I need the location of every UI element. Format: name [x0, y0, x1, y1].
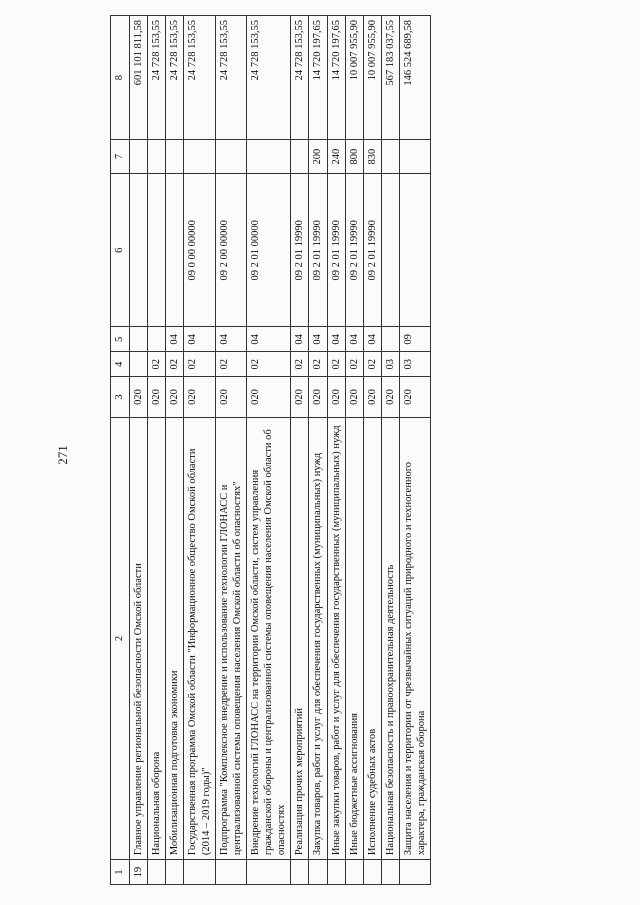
- table-row: [363, 16, 381, 885]
- section-code-cell: 02: [363, 352, 381, 377]
- amount-cell: 14 720 197,65: [309, 16, 327, 140]
- agency-code-cell: 020: [246, 377, 290, 418]
- header-col-4: 4: [111, 352, 130, 377]
- expense-type-cell: [400, 140, 431, 174]
- row-name-cell: Главное управление региональной безопасности Омской области: [130, 417, 148, 859]
- section-code-cell: 03: [381, 352, 399, 377]
- row-name-cell: Подпрограмма "Комплексное внедрение и использование технологии ГЛОНАСС и централизованной системы оповещения населения Омской области об опасностях": [215, 417, 246, 859]
- expense-type-cell: [215, 140, 246, 174]
- row-name-cell: Исполнение судебных актов: [363, 417, 381, 859]
- section-code-cell: 02: [327, 352, 345, 377]
- amount-cell: 24 728 153,55: [246, 16, 290, 140]
- subsection-code-cell: 04: [184, 327, 215, 352]
- agency-code-cell: 020: [309, 377, 327, 418]
- amount-cell: 24 728 153,55: [148, 16, 166, 140]
- header-col-7: 7: [111, 140, 130, 174]
- row-name-cell: Иные закупки товаров, работ и услуг для обеспечения государственных (муниципальных) нужд: [327, 417, 345, 859]
- subsection-code-cell: 04: [345, 327, 363, 352]
- target-article-cell: 09 2 00 00000: [215, 174, 246, 327]
- agency-code-cell: 020: [345, 377, 363, 418]
- section-code-cell: 02: [345, 352, 363, 377]
- row-name-cell: Государственная программа Омской области "Информационное общество Омской области (2014 – 2019 годы)": [184, 417, 215, 859]
- header-row: [111, 16, 130, 885]
- header-col-8: 8: [111, 16, 130, 140]
- row-number-cell: [148, 860, 166, 885]
- row-number-cell: [381, 860, 399, 885]
- row-number-cell: [184, 860, 215, 885]
- section-code-cell: 02: [309, 352, 327, 377]
- section-code-cell: 02: [215, 352, 246, 377]
- subsection-code-cell: [130, 327, 148, 352]
- subsection-code-cell: 04: [309, 327, 327, 352]
- target-article-cell: 09 2 01 19990: [291, 174, 309, 327]
- expense-type-cell: [148, 140, 166, 174]
- subsection-code-cell: 04: [166, 327, 184, 352]
- target-article-cell: [148, 174, 166, 327]
- agency-code-cell: 020: [215, 377, 246, 418]
- amount-cell: 601 101 811,58: [130, 16, 148, 140]
- agency-code-cell: 020: [381, 377, 399, 418]
- section-code-cell: [130, 352, 148, 377]
- agency-code-cell: 020: [184, 377, 215, 418]
- table-row: [130, 16, 148, 885]
- subsection-code-cell: 09: [400, 327, 431, 352]
- expense-type-cell: [246, 140, 290, 174]
- expense-type-cell: [291, 140, 309, 174]
- table-row: [400, 16, 431, 885]
- section-code-cell: 02: [166, 352, 184, 377]
- table-row: [215, 16, 246, 885]
- agency-code-cell: 020: [148, 377, 166, 418]
- subsection-code-cell: 04: [327, 327, 345, 352]
- expense-type-cell: 240: [327, 140, 345, 174]
- target-article-cell: 09 2 01 19990: [363, 174, 381, 327]
- amount-cell: 24 728 153,55: [291, 16, 309, 140]
- header-col-3: 3: [111, 377, 130, 418]
- expense-type-cell: [381, 140, 399, 174]
- section-code-cell: 02: [291, 352, 309, 377]
- table-row: [148, 16, 166, 885]
- table-row: [246, 16, 290, 885]
- amount-cell: 10 007 955,90: [345, 16, 363, 140]
- target-article-cell: [381, 174, 399, 327]
- row-number-cell: [215, 860, 246, 885]
- target-article-cell: 09 2 01 19990: [345, 174, 363, 327]
- row-name-cell: Национальная безопасность и правоохранительная деятельность: [381, 417, 399, 859]
- subsection-code-cell: 04: [246, 327, 290, 352]
- table-row: [184, 16, 215, 885]
- row-name-cell: Иные бюджетные ассигнования: [345, 417, 363, 859]
- row-number-cell: [246, 860, 290, 885]
- header-col-5: 5: [111, 327, 130, 352]
- agency-code-cell: 020: [363, 377, 381, 418]
- agency-code-cell: 020: [327, 377, 345, 418]
- agency-code-cell: 020: [130, 377, 148, 418]
- table-row: [381, 16, 399, 885]
- table-row: [345, 16, 363, 885]
- page-number: 271: [55, 445, 70, 465]
- row-name-cell: Защита населения и территории от чрезвычайных ситуаций природного и техногенного характера, гражданская оборона: [400, 417, 431, 859]
- subsection-code-cell: 04: [291, 327, 309, 352]
- expense-type-cell: 800: [345, 140, 363, 174]
- row-name-cell: Реализация прочих мероприятий: [291, 417, 309, 859]
- row-number-cell: [345, 860, 363, 885]
- section-code-cell: 02: [246, 352, 290, 377]
- header-col-1: 1: [111, 860, 130, 885]
- amount-cell: 24 728 153,55: [166, 16, 184, 140]
- amount-cell: 10 007 955,90: [363, 16, 381, 140]
- section-code-cell: 03: [400, 352, 431, 377]
- row-number-cell: [327, 860, 345, 885]
- amount-cell: 24 728 153,55: [184, 16, 215, 140]
- expense-type-cell: [184, 140, 215, 174]
- agency-code-cell: 020: [400, 377, 431, 418]
- header-col-2: 2: [111, 417, 130, 859]
- row-number-cell: [400, 860, 431, 885]
- agency-code-cell: 020: [166, 377, 184, 418]
- row-name-cell: Национальная оборона: [148, 417, 166, 859]
- target-article-cell: 09 2 01 19990: [309, 174, 327, 327]
- section-code-cell: 02: [184, 352, 215, 377]
- budget-table: [110, 15, 431, 885]
- expense-type-cell: 830: [363, 140, 381, 174]
- row-number-cell: 19: [130, 860, 148, 885]
- amount-cell: 567 183 037,55: [381, 16, 399, 140]
- table-row: [309, 16, 327, 885]
- amount-cell: 146 524 689,58: [400, 16, 431, 140]
- table-row: [327, 16, 345, 885]
- table-row: [166, 16, 184, 885]
- subsection-code-cell: [148, 327, 166, 352]
- row-name-cell: Мобилизационная подготовка экономики: [166, 417, 184, 859]
- subsection-code-cell: 04: [363, 327, 381, 352]
- row-number-cell: [363, 860, 381, 885]
- table-body: [130, 16, 431, 885]
- row-number-cell: [309, 860, 327, 885]
- subsection-code-cell: 04: [215, 327, 246, 352]
- expense-type-cell: 200: [309, 140, 327, 174]
- amount-cell: 24 728 153,55: [215, 16, 246, 140]
- target-article-cell: [130, 174, 148, 327]
- subsection-code-cell: [381, 327, 399, 352]
- amount-cell: 14 720 197,65: [327, 16, 345, 140]
- target-article-cell: [166, 174, 184, 327]
- target-article-cell: [400, 174, 431, 327]
- row-name-cell: Внедрение технологий ГЛОНАСС на территории Омской области, систем управления гражданской обороны и централизованной системы оповещения населения Омской области об опасностях: [246, 417, 290, 859]
- row-number-cell: [166, 860, 184, 885]
- row-number-cell: [291, 860, 309, 885]
- section-code-cell: 02: [148, 352, 166, 377]
- target-article-cell: 09 0 00 00000: [184, 174, 215, 327]
- row-name-cell: Закупка товаров, работ и услуг для обеспечения государственных (муниципальных) нужд: [309, 417, 327, 859]
- target-article-cell: 09 2 01 00000: [246, 174, 290, 327]
- agency-code-cell: 020: [291, 377, 309, 418]
- target-article-cell: 09 2 01 19990: [327, 174, 345, 327]
- table-row: [291, 16, 309, 885]
- expense-type-cell: [166, 140, 184, 174]
- header-col-6: 6: [111, 174, 130, 327]
- expense-type-cell: [130, 140, 148, 174]
- rotated-table-container: [110, 15, 610, 885]
